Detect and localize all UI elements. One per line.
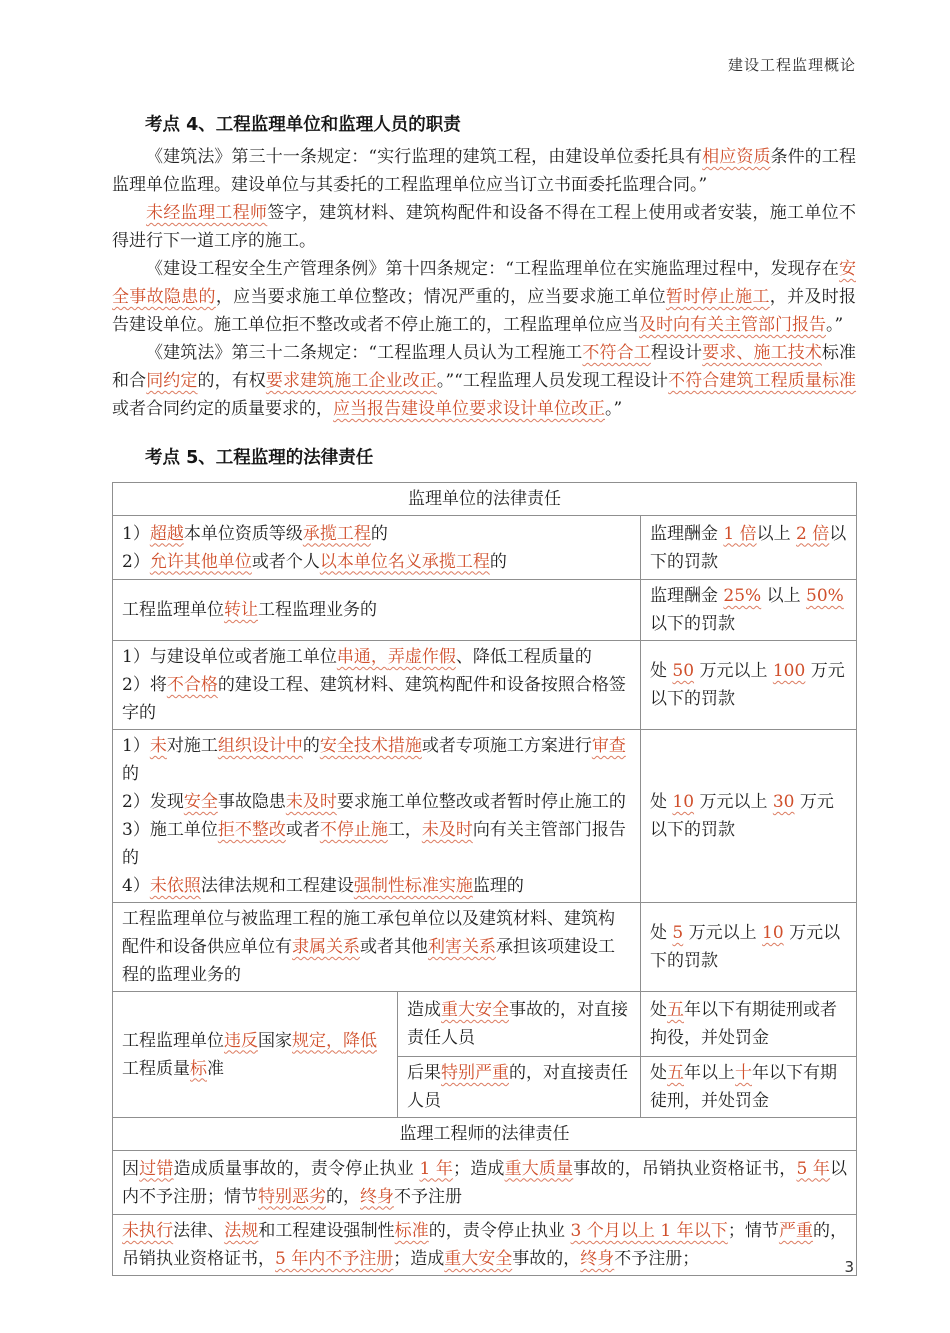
cell-penalty-r2: 监理酬金 25% 以上 50% 以下的罚款 — [641, 580, 857, 641]
page-number: 3 — [844, 1258, 854, 1276]
cell-case-r6a: 造成重大安全事故的，对直接责任人员 — [398, 992, 641, 1057]
table-section-header-supervision-unit: 监理单位的法律责任 — [113, 483, 857, 516]
cell-violation-r4: 1）未对施工组织设计中的安全技术措施或者专项施工方案进行审查的 2）发现安全事故隐患未及时要求施工单位整改或者暂时停止施工的 3）施工单位拒不整改或者不停止施工，未及时向有关主管部门报告的 4）未依照法律法规和工程建设强制性标准实施监理的 — [113, 730, 641, 903]
section-heading-kaodian-5: 考点 5、工程监理的法律责任 — [145, 448, 374, 468]
cell-violation-r6: 工程监理单位违反国家规定，降低工程质量标准 — [113, 992, 398, 1118]
cell-engineer-quality-liability: 因过错造成质量事故的，责令停止执业 1 年；造成重大质量事故的，吊销执业资格证书，5 年以内不予注册；情节特别恶劣的，终身不予注册 — [113, 1151, 857, 1215]
cell-penalty-r3: 处 50 万元以上 100 万元以下的罚款 — [641, 641, 857, 730]
paragraph-anquan-tiaoli-14: 《建设工程安全生产管理条例》第十四条规定：“工程监理单位在实施监理过程中，发现存在安全事故隐患的，应当要求施工单位整改；情况严重的，应当要求施工单位暂时停止施工，并及时报告建设单位。施工单位拒不整改或者不停止施工的，工程监理单位应当及时向有关主管部门报告。” — [112, 259, 857, 335]
cell-penalty-r1: 监理酬金 1 倍以上 2 倍以下的罚款 — [641, 516, 857, 580]
paragraph-weijing-qianzi: 未经监理工程师签字，建筑材料、建筑构配件和设备不得在工程上使用或者安装，施工单位不得进行下一道工序的施工。 — [112, 203, 857, 251]
cell-violation-r2: 工程监理单位转让工程监理业务的 — [113, 580, 641, 641]
cell-violation-r5: 工程监理单位与被监理工程的施工承包单位以及建筑材料、建筑构配件和设备供应单位有隶属关系或者其他利害关系承担该项建设工程的监理业务的 — [113, 903, 641, 992]
document-header-title: 建设工程监理概论 — [727, 56, 856, 74]
legal-liability-table — [112, 482, 857, 1276]
paragraph-jianzhufa-31: 《建筑法》第三十一条规定：“实行监理的建筑工程，由建设单位委托具有相应资质条件的工程监理单位监理。建设单位与其委托的工程监理单位应当订立书面委托监理合同。” — [112, 147, 856, 195]
section-heading-kaodian-4: 考点 4、工程监理单位和监理人员的职责 — [145, 115, 461, 135]
cell-penalty-r5: 处 5 万元以上 10 万元以下的罚款 — [641, 903, 857, 992]
table-section-header-supervision-engineer: 监理工程师的法律责任 — [113, 1118, 857, 1151]
cell-violation-r1: 1）超越本单位资质等级承揽工程的 2）允许其他单位或者个人以本单位名义承揽工程的 — [113, 516, 641, 580]
cell-penalty-r6a: 处五年以下有期徒刑或者拘役，并处罚金 — [641, 992, 857, 1057]
paragraph-jianzhufa-32: 《建筑法》第三十二条规定：“工程监理人员认为工程施工不符合工程设计要求、施工技术标准和合同约定的，有权要求建筑施工企业改正。”“工程监理人员发现工程设计不符合建筑工程质量标准或者合同约定的质量要求的，应当报告建设单位要求设计单位改正。” — [112, 343, 857, 419]
cell-violation-r3: 1）与建设单位或者施工单位串通，弄虚作假、降低工程质量的 2）将不合格的建设工程、建筑材料、建筑构配件和设备按照合格签字的 — [113, 641, 641, 730]
cell-engineer-standard-liability: 未执行法律、法规和工程建设强制性标准的，责令停止执业 3 个月以上 1 年以下；情节严重的，吊销执业资格证书，5 年内不予注册；造成重大安全事故的，终身不予注册； — [113, 1215, 857, 1276]
cell-case-r6b: 后果特别严重的，对直接责任人员 — [398, 1057, 641, 1118]
cell-penalty-r6b: 处五年以上十年以下有期徒刑，并处罚金 — [641, 1057, 857, 1118]
cell-penalty-r4: 处 10 万元以上 30 万元以下的罚款 — [641, 730, 857, 903]
